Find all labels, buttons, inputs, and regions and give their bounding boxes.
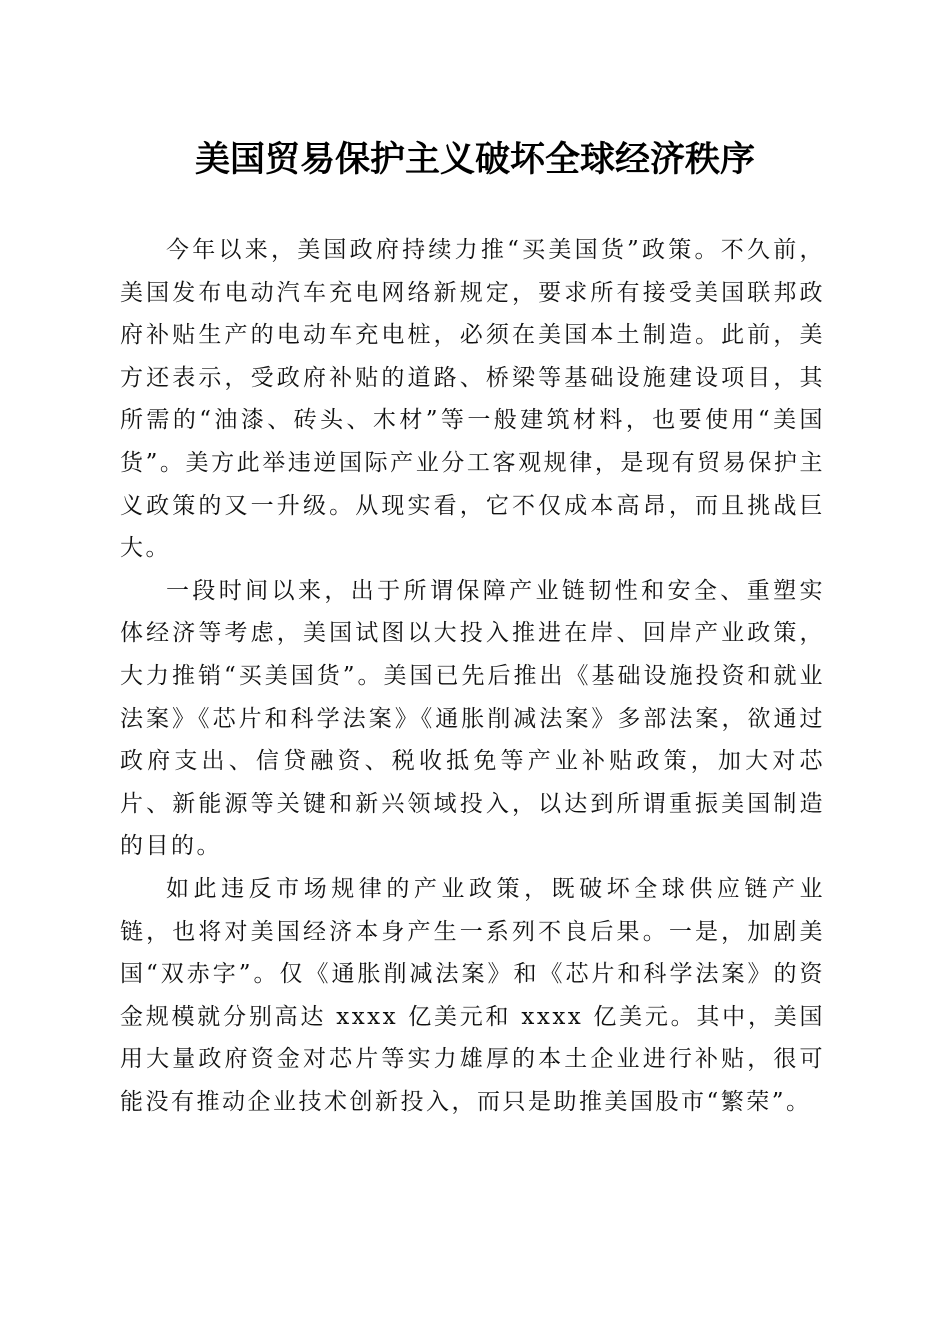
document-body (120, 229, 825, 1123)
paragraph-1: 今年以来，美国政府持续力推“买美国货”政策。不久前，美国发布电动汽车充电网络新规定，要求所有接受美国联邦政府补贴生产的电动车充电桩，必须在美国本土制造。此前，美方还表示，受政府补贴的道路、桥梁等基础设施建设项目，其所需的“油漆、砖头、木材”等一般建筑材料，也要使用“美国货”。美方此举违逆国际产业分工客观规律，是现有贸易保护主义政策的又一升级。从现实看，它不仅成本高昂，而且挑战巨大。 (120, 237, 825, 562)
paragraph-3: 如此违反市场规律的产业政策，既破坏全球供应链产业链，也将对美国经济本身产生一系列不良后果。一是，加剧美国“双赤字”。仅《通胀削减法案》和《芯片和科学法案》的资金规模就分别高达 xxxx 亿美元和 xxxx 亿美元。其中，美国用大量政府资金对芯片等实力雄厚的本土企业进行补贴，很可能没有推动企业技术创新投入，而只是助推美国股市“繁荣”。 (120, 875, 825, 1115)
document-title: 美国贸易保护主义破坏全球经济秩序 (194, 139, 755, 180)
paragraph-2: 一段时间以来，出于所谓保障产业链韧性和安全、重塑实体经济等考虑，美国试图以大投入推进在岸、回岸产业政策，大力推销“买美国货”。美国已先后推出《基础设施投资和就业法案》《芯片和科学法案》《通胀削减法案》多部法案，欲通过政府支出、信贷融资、税收抵免等产业补贴政策，加大对芯片、新能源等关键和新兴领域投入，以达到所谓重振美国制造的目的。 (120, 577, 825, 860)
